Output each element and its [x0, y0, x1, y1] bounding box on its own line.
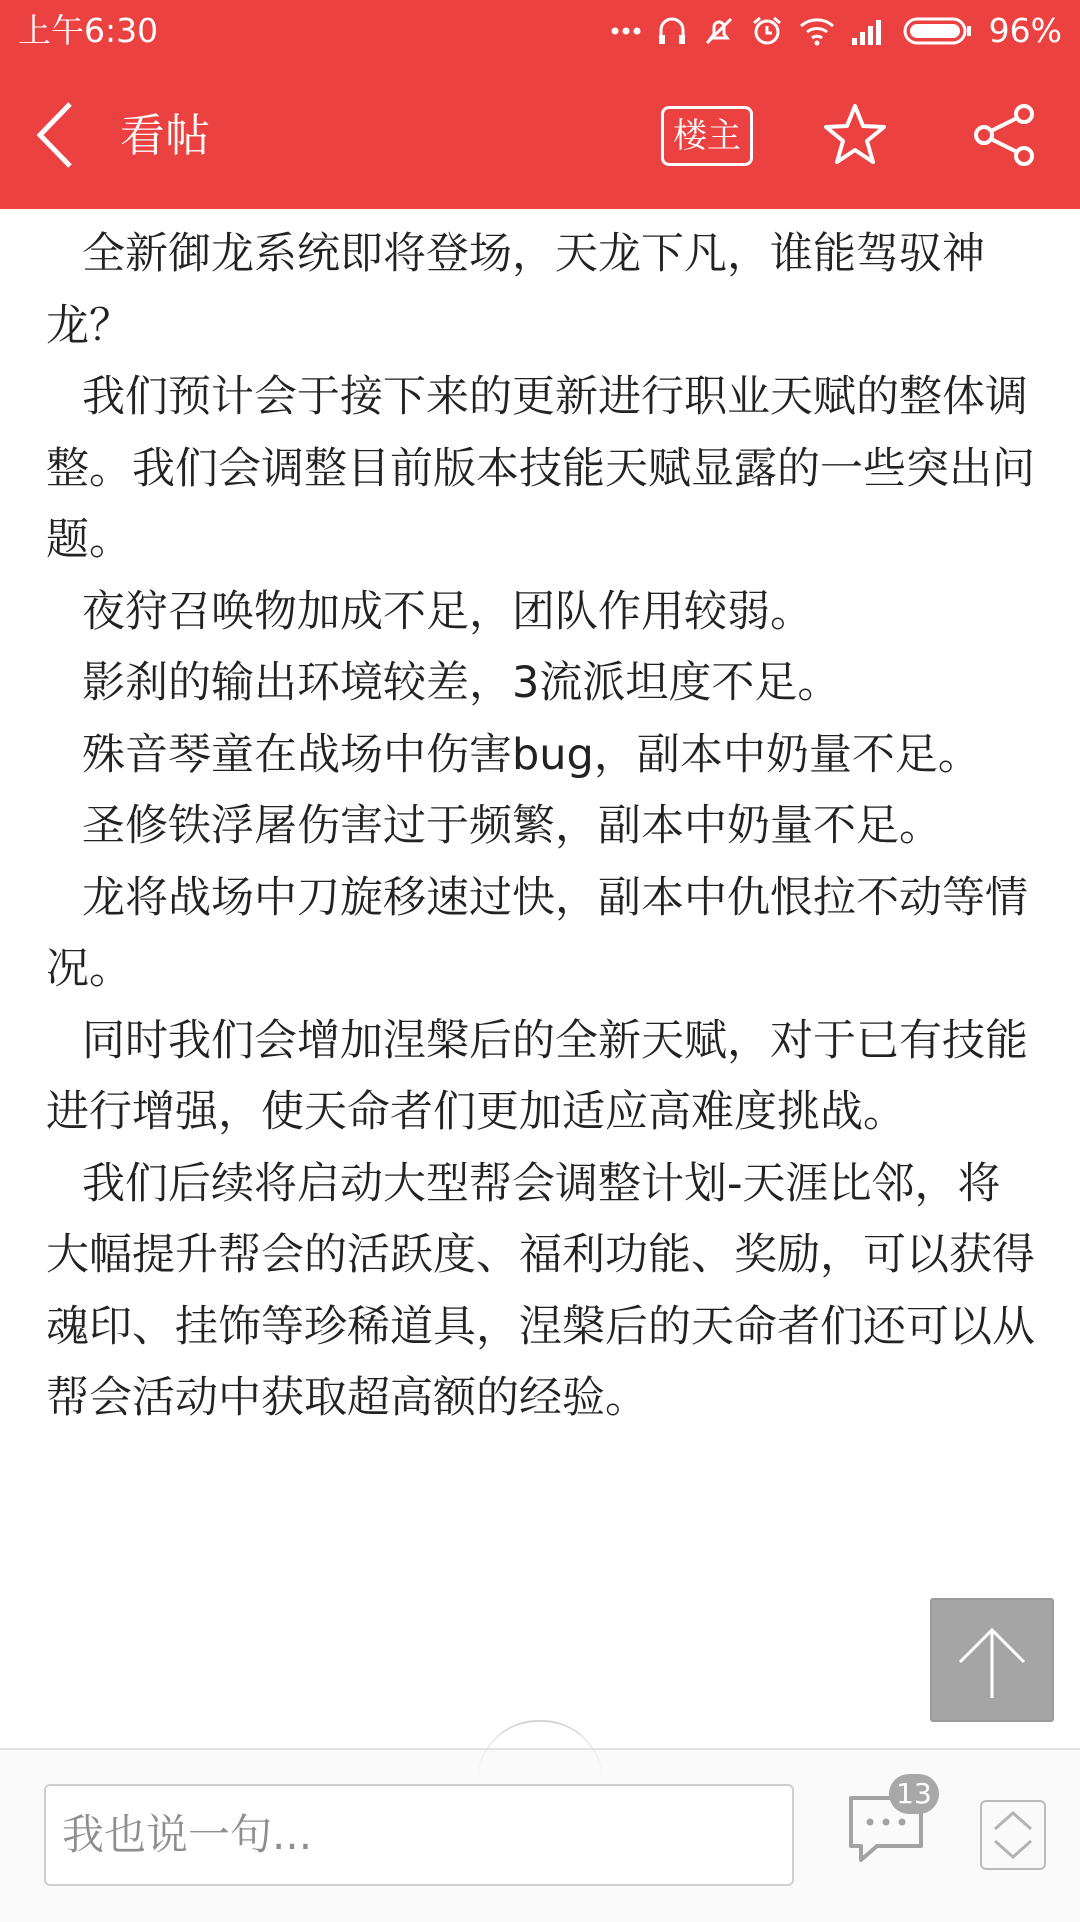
post-paragraph: 我们后续将启动大型帮会调整计划-天涯比邻，将大幅提升帮会的活跃度、福利功能、奖励，可以获得魂印、挂饰等珍稀道具，涅槃后的天命者们还可以从帮会活动中获取超高额的经验。 [46, 1158, 1035, 1423]
back-button[interactable] [30, 100, 90, 170]
comment-count-badge: 13 [889, 1774, 939, 1814]
only-owner-button[interactable]: 楼主 [661, 106, 753, 166]
bottom-bar [0, 1748, 1080, 1922]
signal-icon [851, 16, 887, 46]
up-down-chevron-icon [982, 1802, 1044, 1868]
page-title: 看帖 [120, 109, 211, 162]
chevron-left-icon [30, 100, 90, 170]
status-time: 上午6:30 [18, 11, 159, 50]
app-bar [0, 62, 1080, 209]
post-paragraph: 殊音琴童在战场中伤害bug，副本中奶量不足。 [82, 729, 981, 780]
status-bar [0, 0, 1080, 62]
mute-icon [703, 15, 735, 47]
post-content [46, 219, 1036, 1435]
wifi-icon [799, 16, 835, 46]
post-paragraph: 影刹的输出环境较差，3流派坦度不足。 [82, 658, 841, 708]
share-button[interactable] [972, 102, 1038, 168]
battery-icon [903, 16, 973, 46]
battery-percentage: 96% [988, 11, 1062, 50]
more-dots-icon [611, 26, 641, 36]
status-icons [611, 10, 1062, 52]
post-paragraph: 圣修铁浮屠伤害过于频繁，副本中奶量不足。 [82, 801, 942, 851]
back-to-top-button[interactable] [930, 1598, 1054, 1722]
post-paragraph: 同时我们会增加涅槃后的全新天赋，对于已有技能进行增强，使天命者们更加适应高难度挑战。 [46, 1015, 1028, 1137]
star-icon [822, 102, 888, 168]
headphones-icon [657, 15, 687, 47]
favorite-button[interactable] [822, 102, 888, 168]
page-nav-button[interactable] [980, 1800, 1046, 1870]
comment-input[interactable]: 我也说一句... [44, 1784, 794, 1886]
share-icon [972, 102, 1038, 168]
post-paragraph: 我们预计会于接下来的更新进行职业天赋的整体调整。我们会调整目前版本技能天赋显露的一些突出问题。 [46, 372, 1035, 565]
arrow-up-icon [952, 1620, 1032, 1700]
alarm-icon [751, 15, 783, 47]
post-paragraph: 夜狩召唤物加成不足，团队作用较弱。 [82, 586, 813, 637]
pull-handle-arc [478, 1720, 602, 1780]
post-paragraph: 全新御龙系统即将登场，天龙下凡，谁能驾驭神龙？ [46, 229, 985, 351]
post-paragraph: 龙将战场中刀旋移速过快，副本中仇恨拉不动等情况。 [46, 872, 1028, 994]
